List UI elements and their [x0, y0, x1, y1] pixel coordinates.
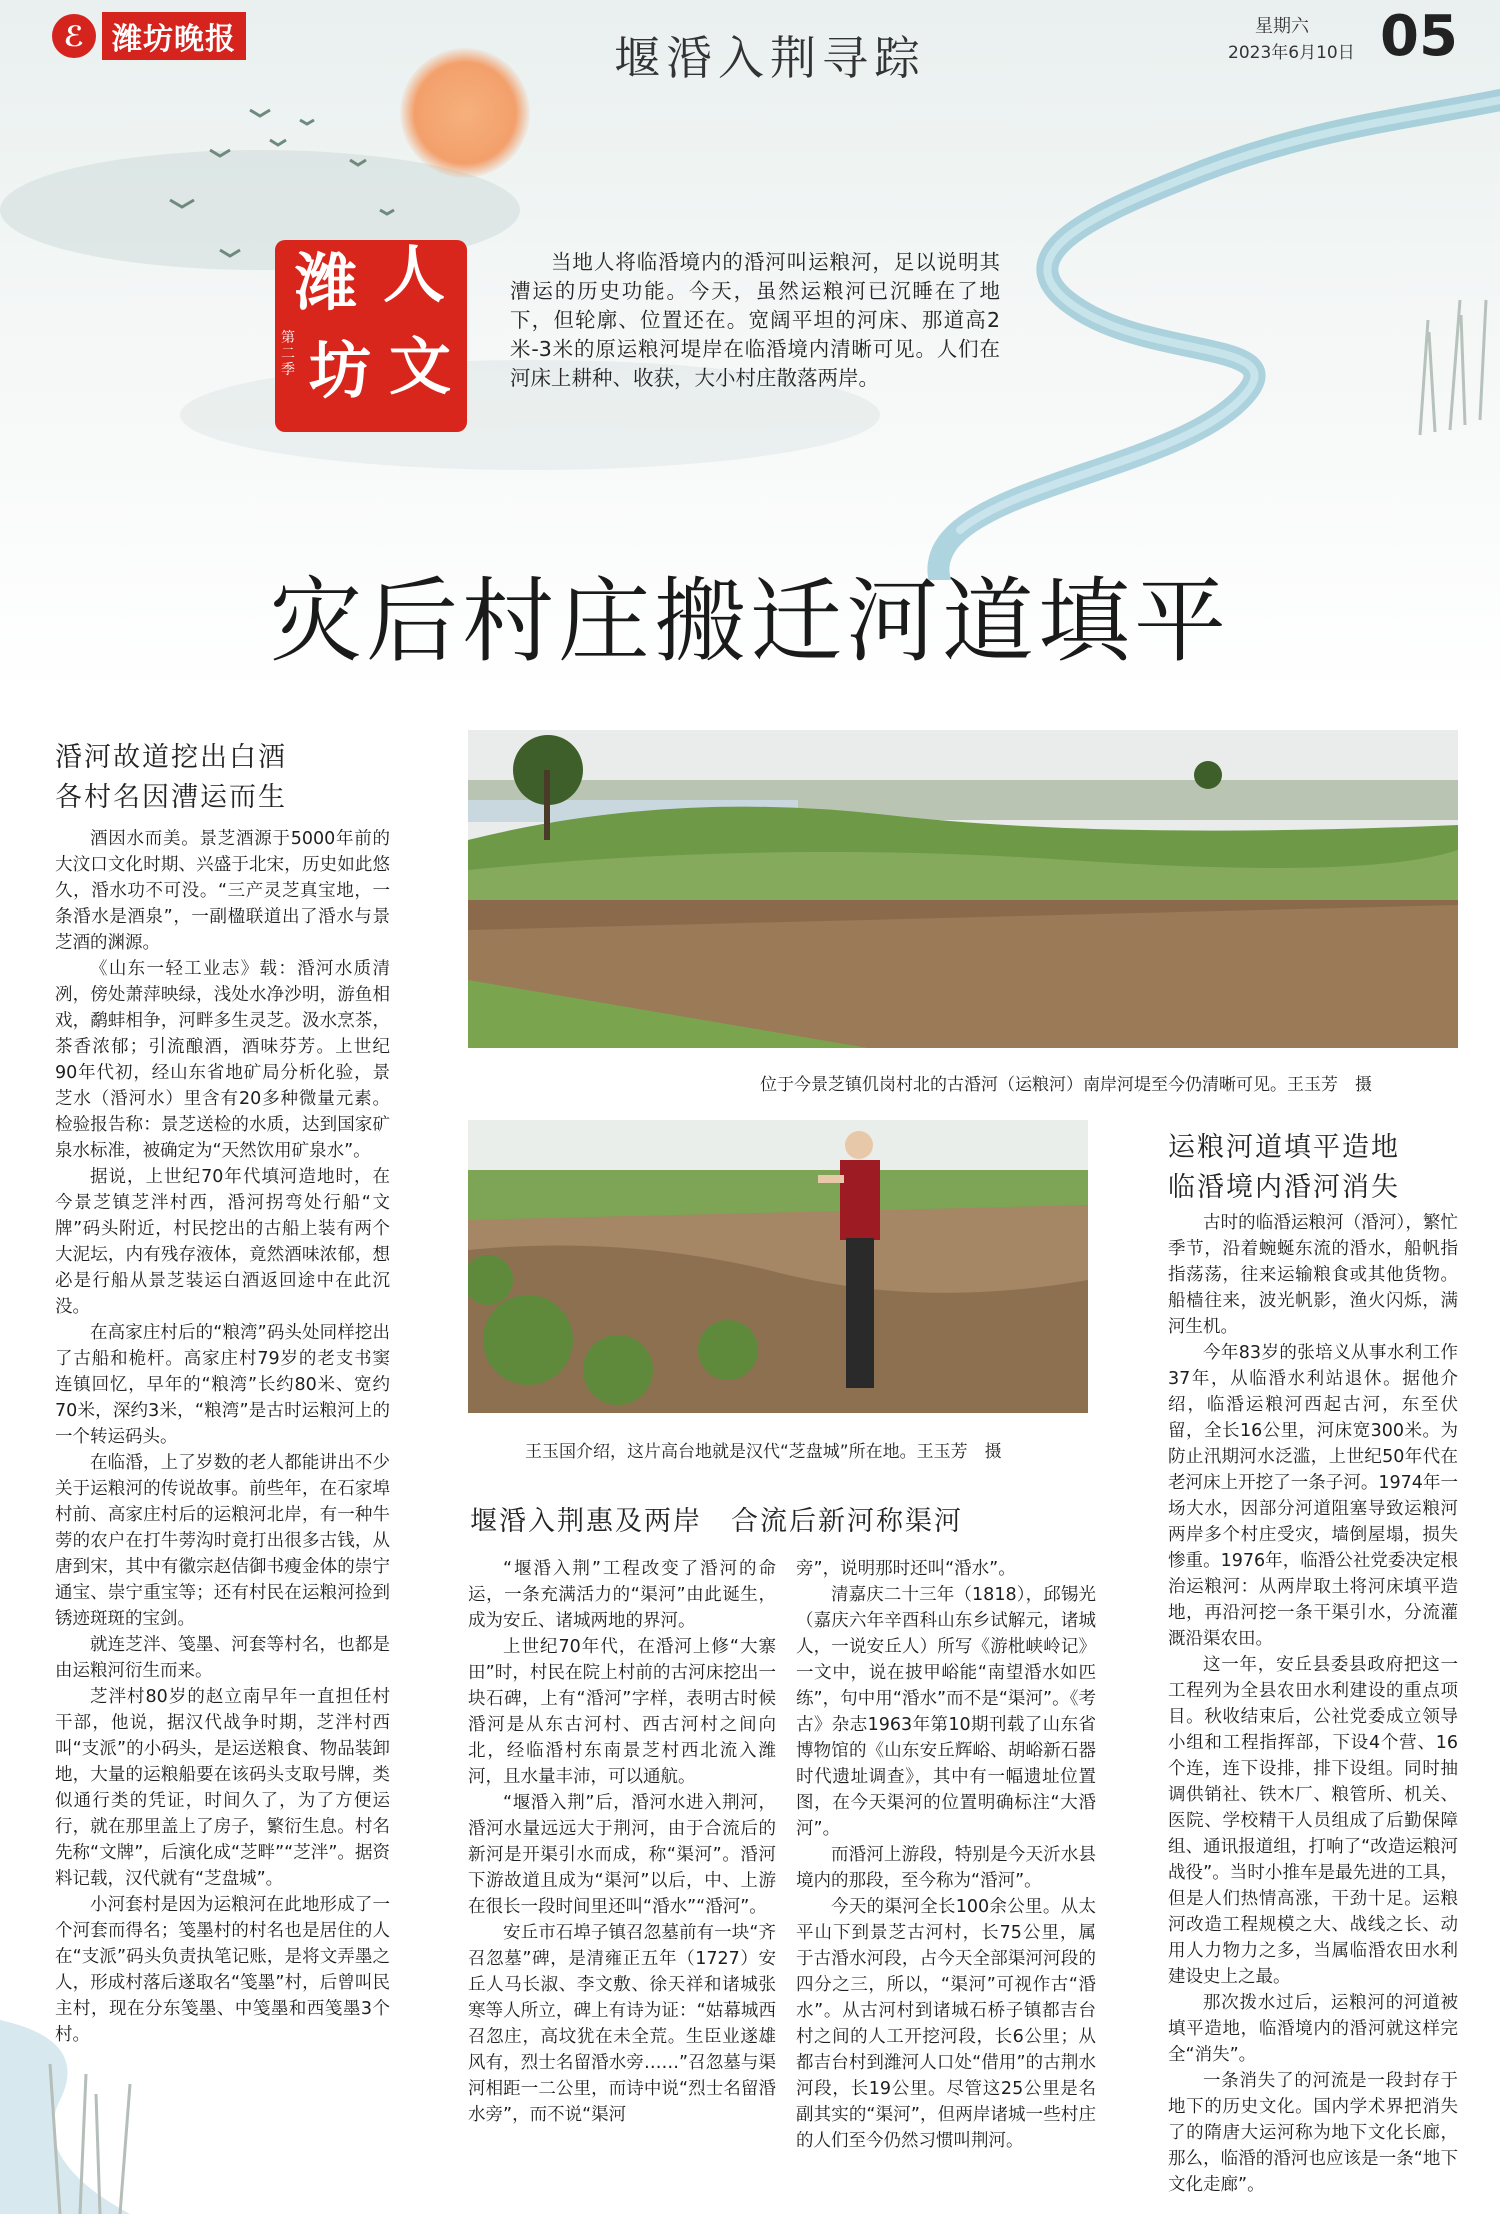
- section1-title-line1: 涽河故道挖出白酒: [55, 742, 287, 773]
- section1-title-line2: 各村名因漕运而生: [55, 782, 287, 813]
- paragraph: 在高家庄村后的“粮湾”码头处同样挖出了古船和桅杆。高家庄村79岁的老支书窦连镇回忆，早年的“粮湾”长约80米、宽约70米，深约3米，“粮湾”是古时运粮河上的一个转运码头。: [55, 1323, 390, 1447]
- section1-body: [55, 826, 390, 2048]
- section-title: 堰涽入荆寻踪: [614, 31, 926, 85]
- seal-char: 人: [383, 238, 446, 311]
- paragraph: 据说，上世纪70年代填河造地时，在今景芝镇芝泮村西，涽河拐弯处行船“文牌”码头附近，村民挖出的古船上装有两个大泥坛，内有残存液体，竟然酒味浓郁，想必是行船从景芝装运白酒返回途中在此沉没。: [55, 1167, 390, 1317]
- paragraph: “堰涽入荆”工程改变了涽河的命运，一条充满活力的“渠河”由此诞生，成为安丘、诸城两地的界河。: [468, 1559, 776, 1631]
- seal-char: 文: [389, 330, 452, 403]
- photo2-caption: 王玉国介绍，这片高台地就是汉代“芝盘城”所在地。王玉芳 摄: [525, 1442, 1002, 1462]
- reeds-illustration: [0, 1980, 220, 2214]
- paragraph: 在临涽，上了岁数的老人都能讲出不少关于运粮河的传说故事。前些年，在石家埠村前、高家庄村后的运粮河北岸，有一种牛蒡的农户在打牛蒡沟时竟打出很多古钱，从唐到宋，其中有徽宗赵佶御书瘦金体的崇宁通宝、崇宁重宝等；还有村民在运粮河捡到锈迹斑斑的宝剑。: [55, 1453, 390, 1629]
- page-number: 05: [1380, 4, 1458, 69]
- section2-col2: [796, 1556, 1096, 2154]
- headline: 灾后村庄搬迁河道填平: [269, 568, 1230, 675]
- newspaper-logo: [52, 12, 246, 60]
- section3-title-line1: 运粮河道填平造地: [1168, 1132, 1400, 1163]
- paragraph: 今年83岁的张培义从事水利工作37年，从临涽水利站退休。据他介绍，临涽运粮河西起古河，东至伏留，全长16公里，河床宽300米。为防止汛期河水泛滥，上世纪50年代在老河床上开挖了一条子河。1974年一场大水，因部分河道阻塞导致运粮河两岸多个村庄受灾，墙倒屋塌，损失惨重。1976年，临涽公社党委决定根治运粮河：从两岸取土将河床填平造地，再沿河挖一条干渠引水，分流灌溉沿渠农田。: [1168, 1343, 1458, 1649]
- logo-icon: ℰ: [52, 14, 96, 58]
- paragraph: 芝泮村80岁的赵立南早年一直担任村干部，他说，据汉代战争时期，芝泮村西叫“支派”的小码头，是运送粮食、物品装卸地，大量的运粮船要在该码头支取号牌，类似通行类的凭证，时间久了，为了方便运行，就在那里盖上了房子，繁衍生息。村名先称“文牌”，后演化成“芝畔”“芝泮”。据资料记载，汉代就有“芝盘城”。: [55, 1687, 390, 1889]
- paragraph: 酒因水而美。景芝酒源于5000年前的大汶口文化时期、兴盛于北宋，历史如此悠久，涽水功不可没。“三产灵芝真宝地，一条涽水是酒泉”，一副楹联道出了涽水与景芝酒的渊源。: [55, 829, 390, 953]
- paragraph: 《山东一轻工业志》载：涽河水质清冽，傍处萧萍映绿，浅处水净沙明，游鱼相戏，鹬蚌相争，河畔多生灵芝。汲水烹茶，茶香浓郁；引流酿酒，酒味芬芳。上世纪90年代初，经山东省地矿局分析化验，景芝水（涽河水）里含有20多种微量元素。检验报告称：景芝送检的水质，达到国家矿泉水标准，被确定为“天然饮用矿泉水”。: [55, 959, 390, 1161]
- section1-header: [55, 738, 405, 818]
- logo-text: 潍坊晚报: [102, 12, 246, 60]
- publication-date: 2023年6月10日: [1228, 43, 1355, 63]
- photo-man-field: [468, 1120, 1088, 1413]
- photo1-caption: 位于今景芝镇仉岗村北的古涽河（运粮河）南岸河堤至今仍清晰可见。王玉芳 摄: [760, 1075, 1372, 1095]
- seal-char: 潍: [295, 246, 358, 319]
- column-seal: [275, 240, 467, 432]
- paragraph: “堰涽入荆”后，涽河水进入荆河，涽河水量远远大于荆河，由于合流后的新河是开渠引水而成，称“渠河”。涽河下游故道且成为“渠河”以后，中、上游在很长一段时间里还叫“涽水”“涽河”。: [468, 1793, 776, 1917]
- paragraph: 今天的渠河全长100余公里。从太平山下到景芝古河村，长75公里，属于古涽水河段，占今天全部渠河河段的四分之三，所以，“渠河”可视作古“涽水”。从古河村到诸城石桥子镇都吉台村之间的人工开挖河段，长6公里；从都吉台村到潍河人口处“借用”的古荆水河段，长19公里。尽管这25公里是名副其实的“渠河”，但两岸诸城一些村庄的人们至今仍然习惯叫荆河。: [796, 1897, 1096, 2151]
- photo-river-embankment: [468, 730, 1458, 1048]
- paragraph: 小河套村是因为运粮河在此地形成了一个河套而得名；笺墨村的村名也是居住的人在“支派”码头负责执笔记账，是将文弄墨之人，形成村落后遂取名“笺墨”村，后曾叫民主村，现在分东笺墨、中笺墨和西笺墨3个村。: [55, 1895, 390, 2045]
- paragraph: 古时的临涽运粮河（涽河），繁忙季节，沿着蜿蜒东流的涽水，船帆指指荡荡，往来运输粮食或其他货物。船樯往来，波光帆影，渔火闪烁，满河生机。: [1168, 1213, 1458, 1337]
- paragraph: 而涽河上游段，特别是今天沂水县境内的那段，至今称为“涽河”。: [796, 1845, 1096, 1891]
- paragraph: 就连芝泮、笺墨、河套等村名，也都是由运粮河衍生而来。: [55, 1635, 390, 1681]
- section3-header: [1168, 1128, 1468, 1208]
- section2-title: 堰涽入荆惠及两岸 合流后新河称渠河: [470, 1506, 963, 1537]
- paragraph: 旁”，说明那时还叫“涽水”。: [796, 1559, 1016, 1579]
- paragraph: 一条消失了的河流是一段封存于地下的历史文化。国内学术界把消失了的隋唐大运河称为地下文化长廊，那么，临涽的涽河也应该是一条“地下文化走廊”。: [1168, 2071, 1458, 2195]
- paragraph: 安丘市石埠子镇召忽墓前有一块“齐召忽墓”碑，是清雍正五年（1727）安丘人马长淑、李文敷、徐天祥和诸城张寒等人所立，碑上有诗为证：“姑幕城西召忽庄，高坟犹在未全荒。生臣业遂雄风有，烈士名留涽水旁……”召忽墓与渠河相距一二公里，而诗中说“烈士名留涽水旁”，而不说“渠河: [468, 1923, 776, 2125]
- paragraph: 清嘉庆二十三年（1818），邱锡光（嘉庆六年辛酉科山东乡试解元，诸城人，一说安丘人）所写《游枇峡岭记》一文中，说在披甲峪能“南望涽水如匹练”，句中用“涽水”而不是“渠河”。《考古》杂志1963年第10期刊载了山东省博物馆的《山东安丘辉峪、胡峪新石器时代遗址调查》，其中有一幅遗址位置图，在今天渠河的位置明确标注“大涽河”。: [796, 1585, 1096, 1839]
- intro-paragraph: 当地人将临涽境内的涽河叫运粮河，足以说明其漕运的历史功能。今天，虽然运粮河已沉睡在了地下，但轮廓、位置还在。宽阔平坦的河床、那道高2米-3米的原运粮河堤岸在临涽境内清晰可见。人们在河床上耕种、收获，大小村庄散落两岸。: [510, 250, 1000, 390]
- paragraph: 那次拨水过后，运粮河的河道被填平造地，临涽境内的涽河就这样完全“消失”。: [1168, 1993, 1458, 2065]
- weekday: 星期六: [1255, 16, 1309, 37]
- paragraph: 上世纪70年代，在涽河上修“大寨田”时，村民在院上村前的古河床挖出一块石碑，上有“涽河”字样，表明古时候涽河是从东古河村、西古河村之间向北，经临涽村东南景芝村西北流入潍河，且水量丰沛，可以通航。: [468, 1637, 776, 1787]
- section2-col1: [468, 1556, 776, 2128]
- paragraph: 这一年，安丘县委县政府把这一工程列为全县农田水利建设的重点项目。秋收结束后，公社党委成立领导小组和工程指挥部，下设4个营、16个连，连下设排，排下设组。同时抽调供销社、铁木厂、粮管所、机关、医院、学校精干人员组成了后勤保障组、通讯报道组，打响了“改造运粮河战役”。当时小推车是最先进的工具，但是人们热情高涨，干劲十足。运粮河改造工程规模之大、战线之长、动用人力物力之多，当属临涽农田水利建设史上之最。: [1168, 1655, 1458, 1987]
- seal-subtitle: 第二季: [281, 330, 295, 378]
- section3-title-line2: 临涽境内涽河消失: [1168, 1172, 1400, 1203]
- section3-body: [1168, 1210, 1458, 2198]
- seal-char: 坊: [309, 334, 372, 407]
